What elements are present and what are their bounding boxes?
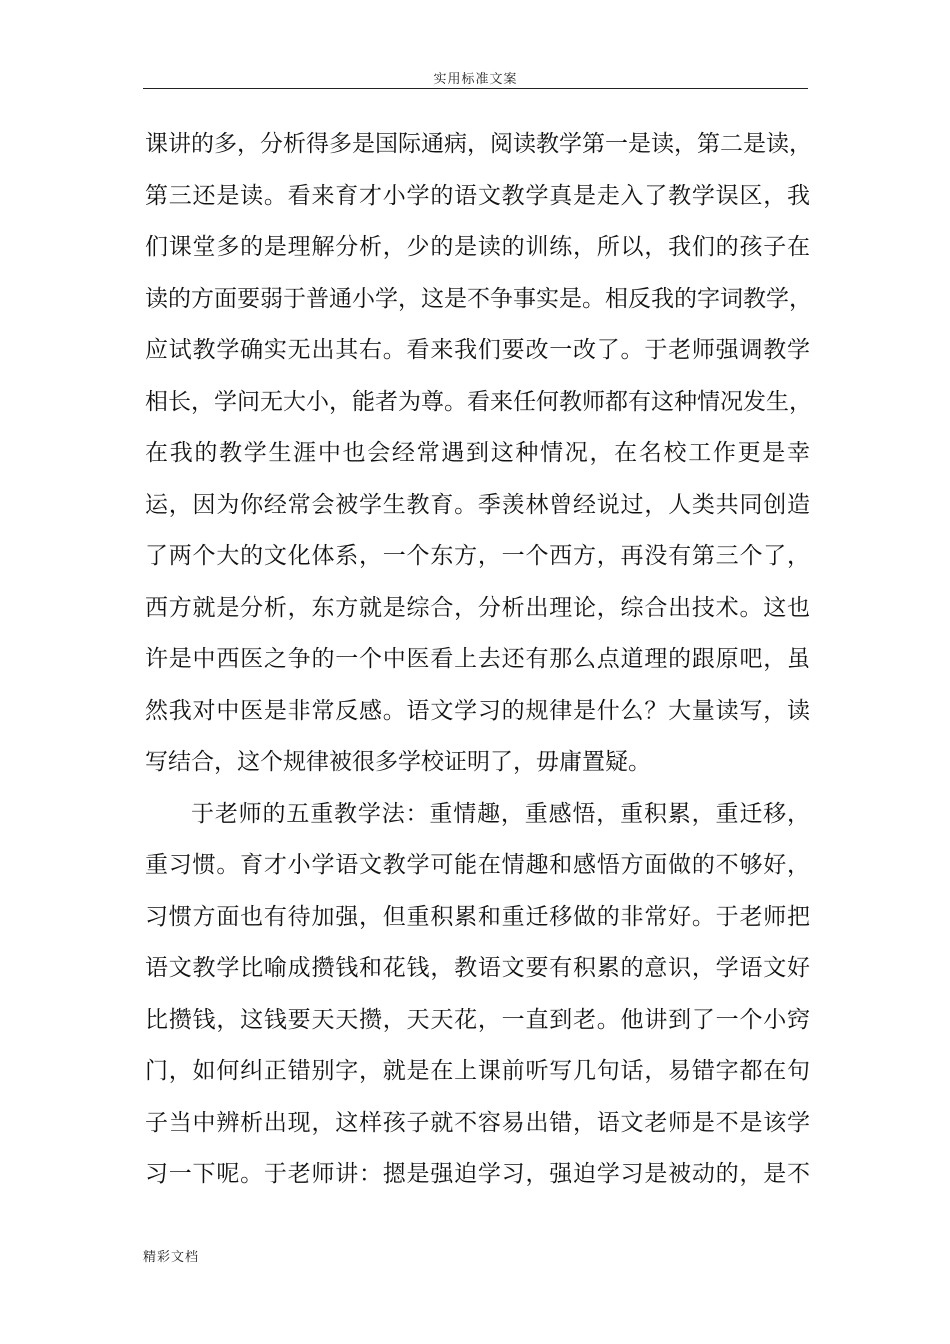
header-divider [143,88,808,89]
text-line: 语文教学比喻成攒钱和花钱，教语文要有积累的意识，学语文好 [145,955,810,981]
text-line: 子当中辨析出现，这样孩子就不容易出错，语文老师是不是该学 [145,1109,810,1136]
text-line: 门，如何纠正错别字，就是在上课前听写几句话，易错字都在句 [145,1058,810,1084]
text-line: 然我对中医是非常反感。语文学习的规律是什么？大量读写，读 [145,697,810,724]
text-line: 许是中西医之争的一个中医看上去还有那么点道理的跟原吧，虽 [145,646,810,672]
text-line: 比攒钱，这钱要天天攒，天天花，一直到老。他讲到了一个小窍 [145,1006,810,1033]
document-body [145,122,810,1204]
text-line: 读的方面要弱于普通小学，这是不争事实是。相反我的字词教学， [145,285,812,312]
page-header: 实用标准文案 [433,72,518,87]
text-line: 运，因为你经常会被学生教育。季羡林曾经说过，人类共同创造 [145,491,810,518]
text-line: 习一下呢。于老师讲：摁是强迫学习，强迫学习是被动的，是不 [145,1161,810,1187]
paragraph-first-line: 于老师的五重教学法：重情趣，重感悟，重积累，重迁移， [191,800,810,827]
paragraph-last-line: 写结合，这个规律被很多学校证明了，毋庸置疑。 [145,749,651,775]
text-line: 们课堂多的是理解分析，少的是读的训练，所以，我们的孩子在 [145,234,810,260]
text-line: 第三还是读。看来育才小学的语文教学真是走入了教学误区，我 [145,182,810,209]
text-line: 西方就是分析，东方就是综合，分析出理论，综合出技术。这也 [145,594,810,621]
text-line: 课讲的多，分析得多是国际通病，阅读教学第一是读，第二是读， [145,131,812,157]
text-line: 相长，学问无大小，能者为尊。看来任何教师都有这种情况发生， [145,388,812,415]
text-line: 习惯方面也有待加强，但重积累和重迁移做的非常好。于老师把 [145,903,810,930]
text-line: 在我的教学生涯中也会经常遇到这种情况，在名校工作更是幸 [145,440,810,466]
page-footer: 精彩文档 [143,1250,200,1265]
text-line: 了两个大的文化体系，一个东方，一个西方，再没有第三个了， [145,543,810,569]
text-line: 重习惯。育才小学语文教学可能在情趣和感悟方面做的不够好， [145,852,810,878]
text-line: 应试教学确实无出其右。看来我们要改一改了。于老师强调教学 [145,337,810,363]
